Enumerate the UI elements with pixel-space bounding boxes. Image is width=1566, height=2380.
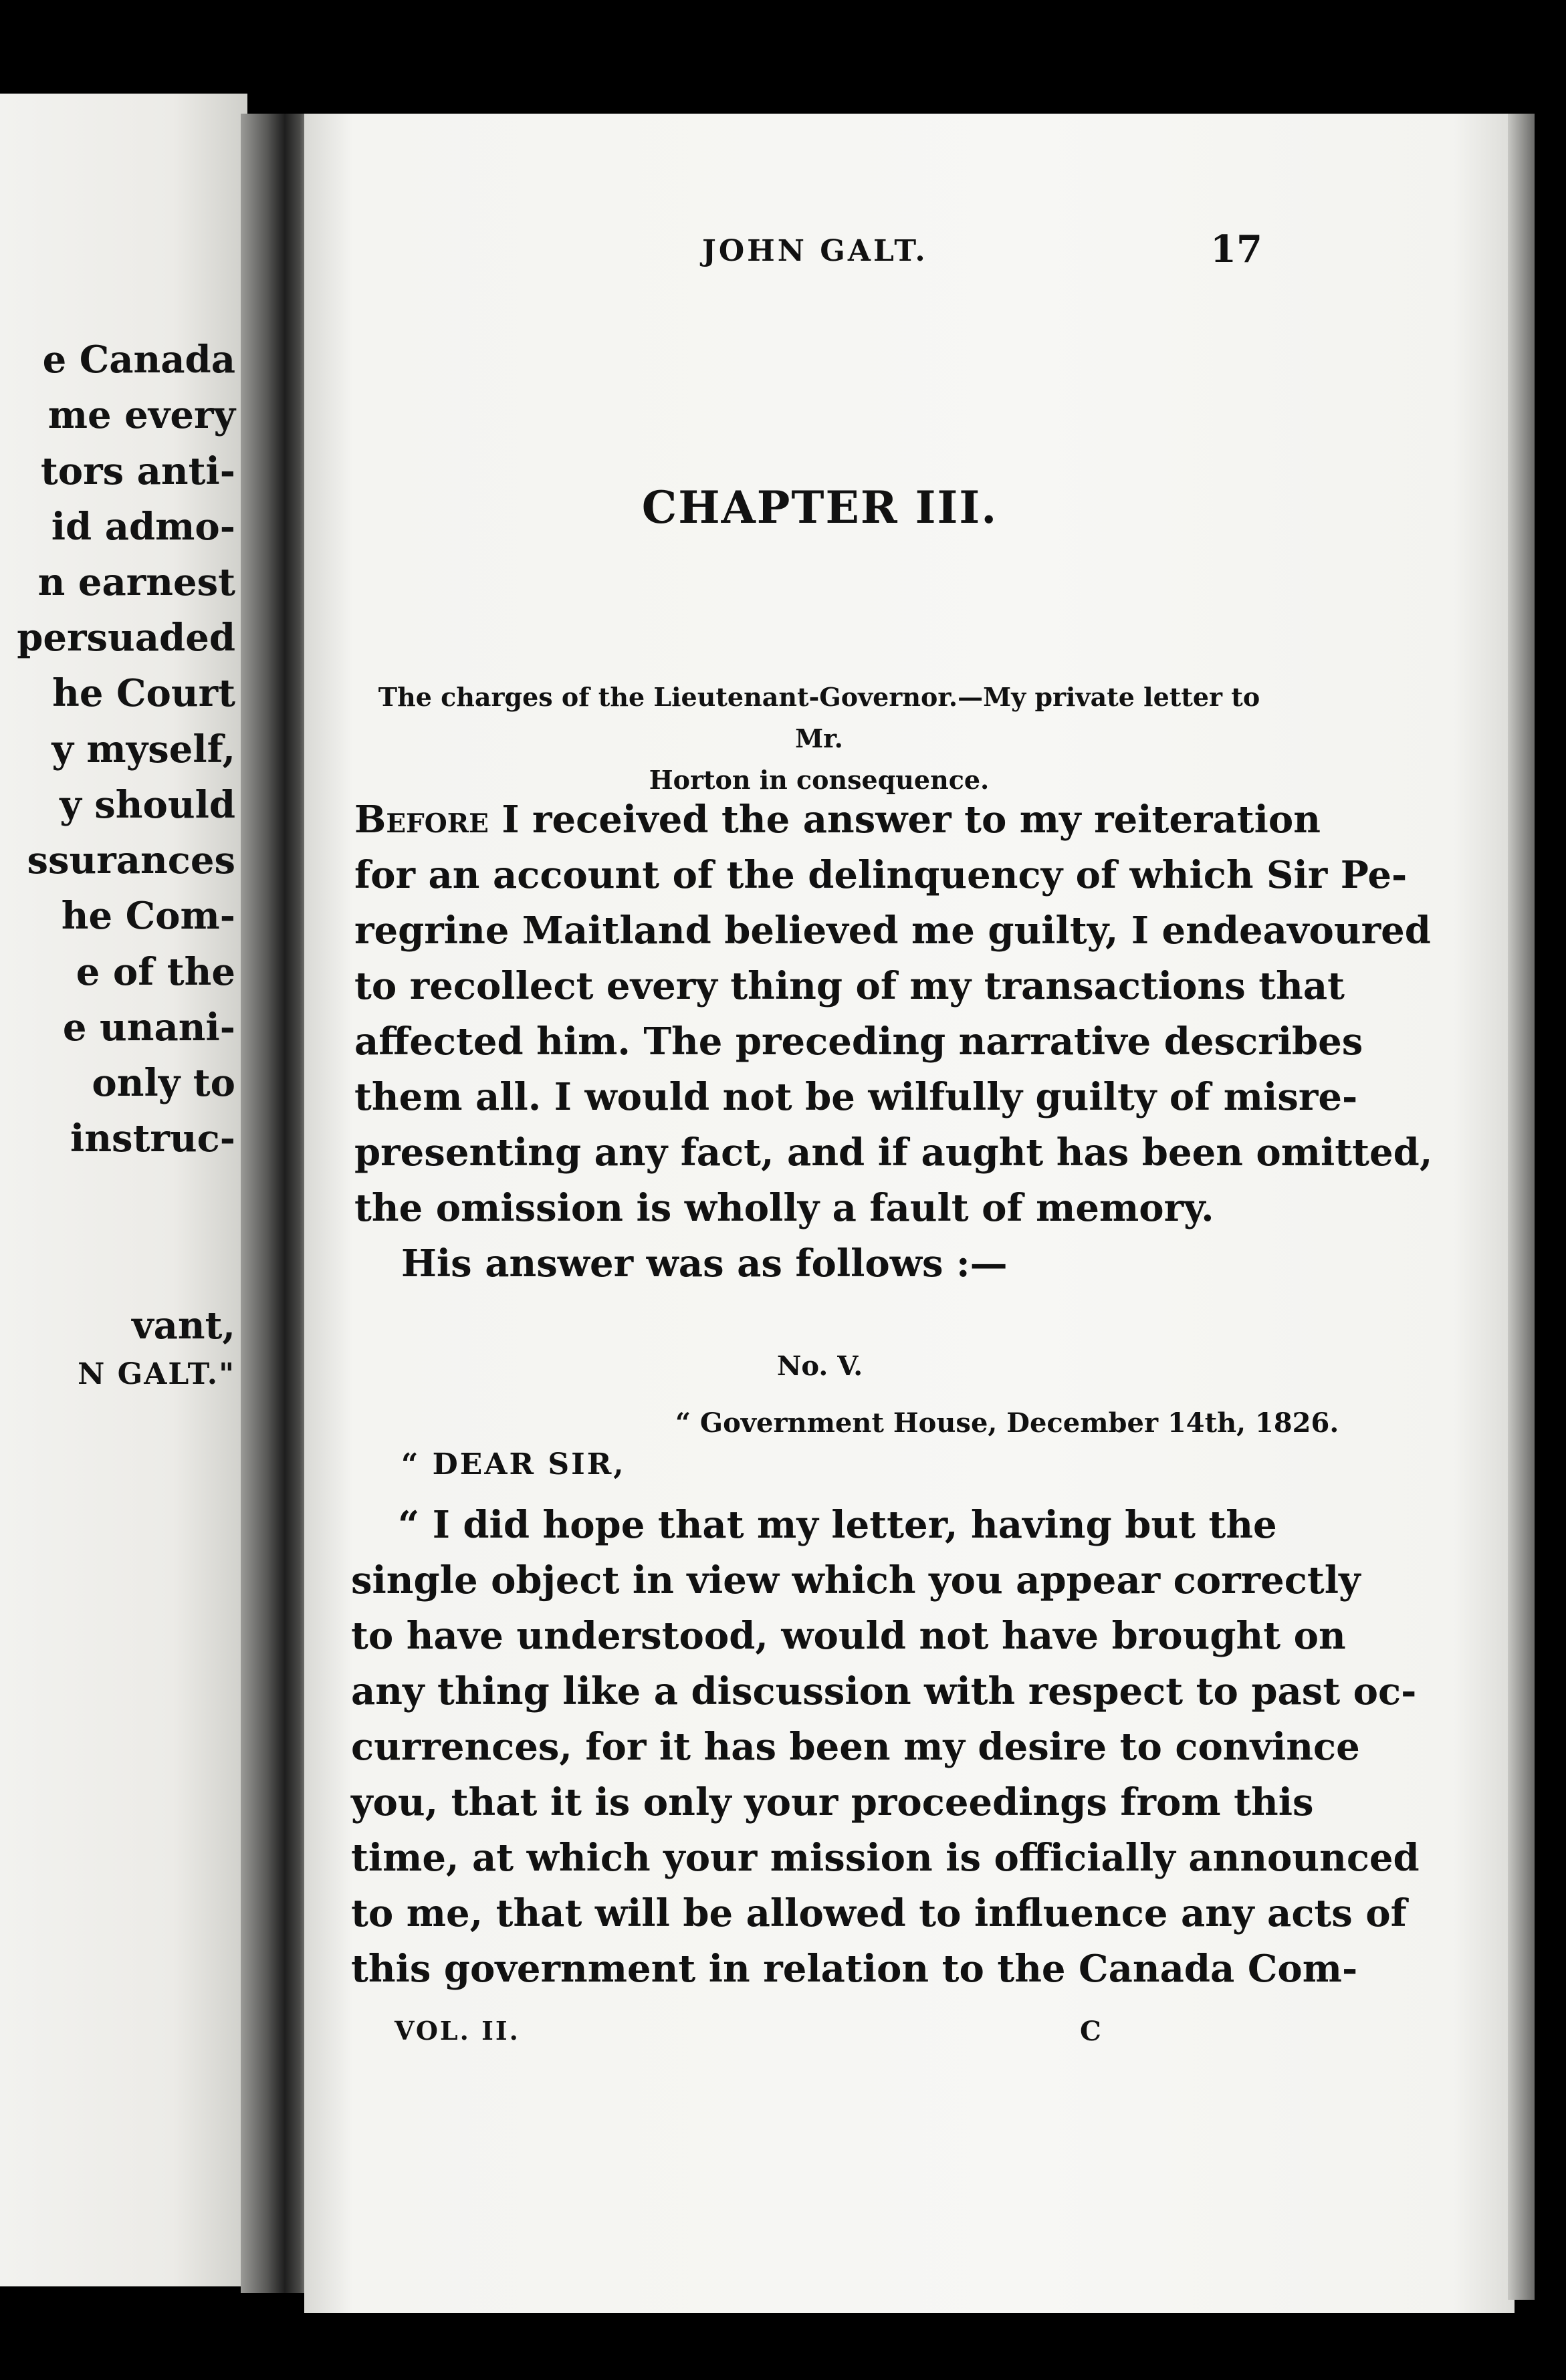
paragraph-1 (354, 792, 1433, 1292)
text-line: time, at which your mission is officially announced (351, 1836, 1420, 1880)
summary-line: The charges of the Lieutenant-Governor.—My private letter to Mr. (378, 682, 1260, 753)
left-page-line: y myself, (51, 727, 235, 771)
paragraph-2: His answer was as follows :— (401, 1241, 1008, 1286)
left-page-line: ssurances (27, 838, 235, 882)
summary-line: Horton in consequence. (649, 765, 990, 795)
text-line: affected him. The preceding narrative describes (354, 1020, 1363, 1064)
gathering-signature: C (1080, 2016, 1101, 2047)
book-gutter (241, 114, 314, 2293)
text-line: single object in view which you appear correctly (351, 1558, 1361, 1602)
left-page-line: e Canada (42, 338, 235, 382)
left-page-line: e unani- (62, 1005, 235, 1050)
text-line: them all. I would not be wilfully guilty of misre- (354, 1075, 1358, 1119)
page-number: 17 (1210, 227, 1262, 271)
text-line: Before I received the answer to my reiteration (354, 798, 1321, 842)
letter-dateline: “ Government House, December 14th, 1826. (675, 1407, 1339, 1439)
volume-signature: VOL. II. (395, 2016, 520, 2046)
left-page-line: only to (92, 1061, 235, 1105)
left-page-line: he Com- (61, 894, 235, 938)
left-page-line: tors anti- (40, 449, 235, 493)
running-title: JOHN GALT. (702, 234, 928, 268)
text-line: you, that it is only your proceedings from this (351, 1780, 1314, 1824)
left-page-line: instruc- (70, 1116, 235, 1161)
left-page-line: he Court (52, 671, 235, 715)
text-line: presenting any fact, and if aught has been omitted, (354, 1130, 1433, 1175)
left-facing-page (0, 94, 247, 2286)
left-page-line: id admo- (51, 505, 235, 549)
page-edge-shadow (1508, 114, 1535, 2300)
text-line: to have understood, would not have brought on (351, 1614, 1346, 1658)
left-page-line: me every (47, 393, 235, 437)
letter-salutation: “ DEAR SIR, (401, 1447, 626, 1481)
text-line: to recollect every thing of my transactions that (354, 964, 1345, 1008)
text-line: regrine Maitland believed me guilty, I endeavoured (354, 909, 1431, 953)
chapter-summary (364, 677, 1274, 801)
opening-word: Before (354, 798, 489, 842)
left-page-line: N GALT." (78, 1357, 235, 1391)
document-number: No. V. (776, 1350, 863, 1382)
text-line: any thing like a discussion with respect to past oc- (351, 1669, 1417, 1713)
text-line: “ I did hope that my letter, having but the (398, 1503, 1277, 1547)
text-line: currences, for it has been my desire to convince (351, 1725, 1360, 1769)
letter-body (351, 1498, 1420, 1997)
left-page-line: e of the (76, 950, 235, 994)
text-line: this government in relation to the Canada Com- (351, 1947, 1358, 1991)
left-page-line: vant, (132, 1304, 235, 1348)
text-line: the omission is wholly a fault of memory. (354, 1186, 1214, 1230)
left-page-line: persuaded (17, 616, 235, 660)
left-page-line: n earnest (37, 560, 235, 604)
text-line: for an account of the delinquency of which Sir Pe- (354, 853, 1408, 897)
chapter-title: CHAPTER III. (641, 481, 998, 533)
left-page-line: y should (60, 783, 235, 827)
text-line: to me, that will be allowed to influence any acts of (351, 1891, 1407, 1935)
